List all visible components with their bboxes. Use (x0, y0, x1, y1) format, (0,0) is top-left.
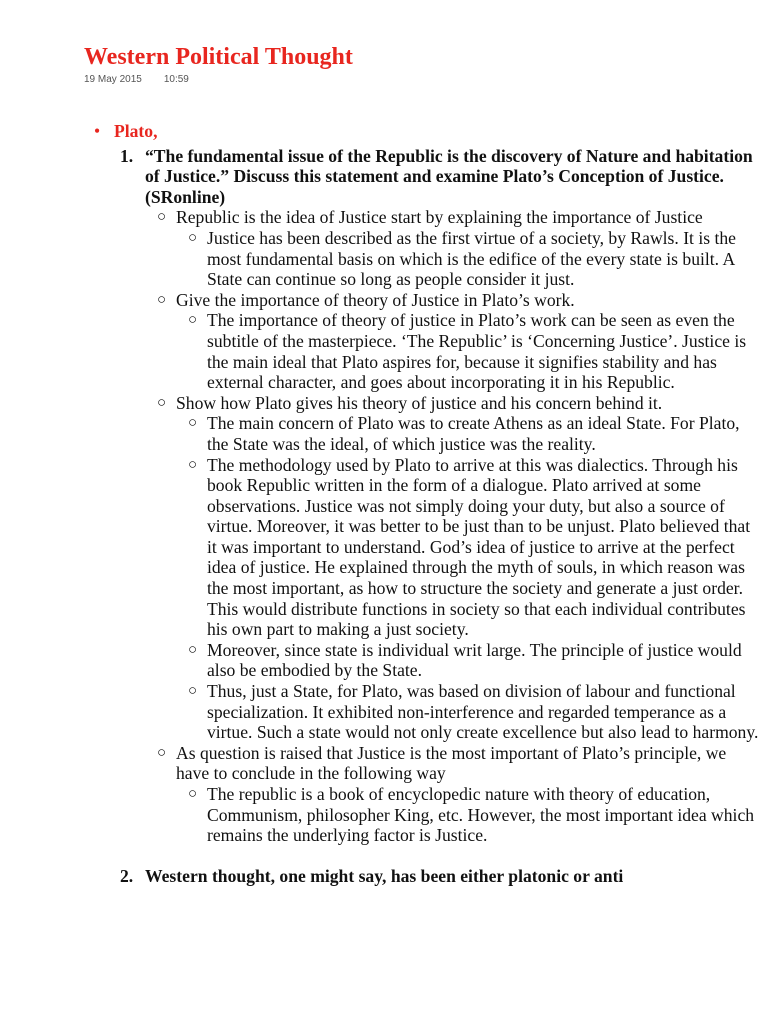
subpoint (176, 413, 760, 454)
note-date: 19 May 2015 (84, 74, 142, 85)
question-1 (114, 146, 760, 208)
bullet-icon: • (94, 121, 101, 141)
outline-topic (90, 121, 760, 142)
point-text: Give the importance of theory of Justice in Plato’s work. (176, 289, 575, 310)
circle-bullet-icon: ○ (188, 229, 198, 246)
circle-bullet-icon: ○ (188, 312, 198, 329)
point-4 (145, 743, 760, 784)
circle-bullet-icon: ○ (188, 641, 198, 658)
circle-bullet-icon: ○ (188, 786, 198, 802)
subpoint-text: The main concern of Plato was to create Athens as an ideal State. For Plato, the State was the ideal, of which justice was the reality. (207, 413, 740, 454)
subpoint-text: The importance of theory of justice in Plato’s work can be seen as even the subtitle of the masterpiece. ‘The Republic’ is ‘Concerning Justice’. Justice is the main ideal that Plato aspires for, because it signifies stability and has external character, and goes about incorporating it in his Republic. (207, 310, 747, 393)
subpoint-text: The methodology used by Plato to arrive at this was dialectics. Through his book Republic written in the form of a dialogue. Plato arrived at some observations. Justice was not simply doing your duty, but also a source of virtue. Moreover, it was better to be just than to be unjust. Plato believed that it was important to understand. God’s idea of justice to arrive at the perfect idea of justice. He explained through the myth of souls, in which reason was the most important, as how to structure the society and generate a just order. This would distribute functions in society so that each individual contributes his own part to making a just society. (207, 454, 751, 640)
point-2-subpoints (145, 310, 760, 392)
note-body[interactable] (90, 121, 760, 886)
note-time: 10:59 (163, 74, 189, 85)
question-1-points (114, 207, 760, 845)
point-1 (145, 207, 760, 228)
question-number: 1. (120, 145, 134, 166)
point-text: As question is raised that Justice is the most important of Plato’s principle, we have to conclude in the following way (176, 742, 727, 784)
circle-bullet-icon: ○ (188, 415, 198, 432)
page-title: Western Political Thought (84, 44, 353, 70)
question-text: “The fundamental issue of the Republic is the discovery of Nature and habitation of Justice.” Discuss this statement and examine Plato’s Conception of Justice. (SRonline) (145, 145, 753, 207)
question-number: 2. (120, 865, 134, 886)
subpoint (176, 228, 760, 290)
topic-heading: Plato, (114, 121, 158, 141)
circle-bullet-icon: ○ (157, 394, 167, 411)
point-text: Republic is the idea of Justice start by explaining the importance of Justice (176, 207, 703, 228)
question-list (90, 146, 760, 887)
subpoint (176, 640, 760, 681)
point-text: Show how Plato gives his theory of justice and his concern behind it. (176, 392, 663, 413)
subpoint (176, 310, 760, 392)
subpoint-text: Justice has been described as the first virtue of a society, by Rawls. It is the most fundamental basis on which is the edifice of the every state is built. A State can continue so long as people consider it just. (207, 227, 736, 290)
subpoint (176, 681, 760, 743)
circle-bullet-icon: ○ (188, 683, 198, 700)
note-timestamp (84, 73, 189, 87)
point-4-subpoints (145, 784, 760, 846)
subpoint-text: Thus, just a State, for Plato, was based on division of labour and functional specialization. It exhibited non-interference and regarded temperance as a virtue. Such a state would not only create excellence but also lead to harmony. (207, 681, 759, 743)
question-text: Western thought, one might say, has been either platonic or anti (145, 865, 624, 886)
subpoint-text: Moreover, since state is individual writ large. The principle of justice would also be embodied by the State. (207, 639, 742, 681)
point-2 (145, 290, 760, 311)
circle-bullet-icon: ○ (157, 291, 167, 308)
point-3-subpoints (145, 413, 760, 743)
question-2 (114, 866, 760, 887)
circle-bullet-icon: ○ (157, 744, 167, 761)
subpoint (176, 784, 760, 846)
circle-bullet-icon: ○ (188, 456, 198, 473)
subpoint (176, 455, 760, 640)
point-3 (145, 393, 760, 414)
point-1-subpoints (145, 228, 760, 290)
subpoint-text: The republic is a book of encyclopedic nature with theory of education, Communism, philosopher King, etc. However, the most important idea which remains the underlying factor is Justice. (207, 784, 755, 846)
circle-bullet-icon: ○ (157, 209, 167, 226)
